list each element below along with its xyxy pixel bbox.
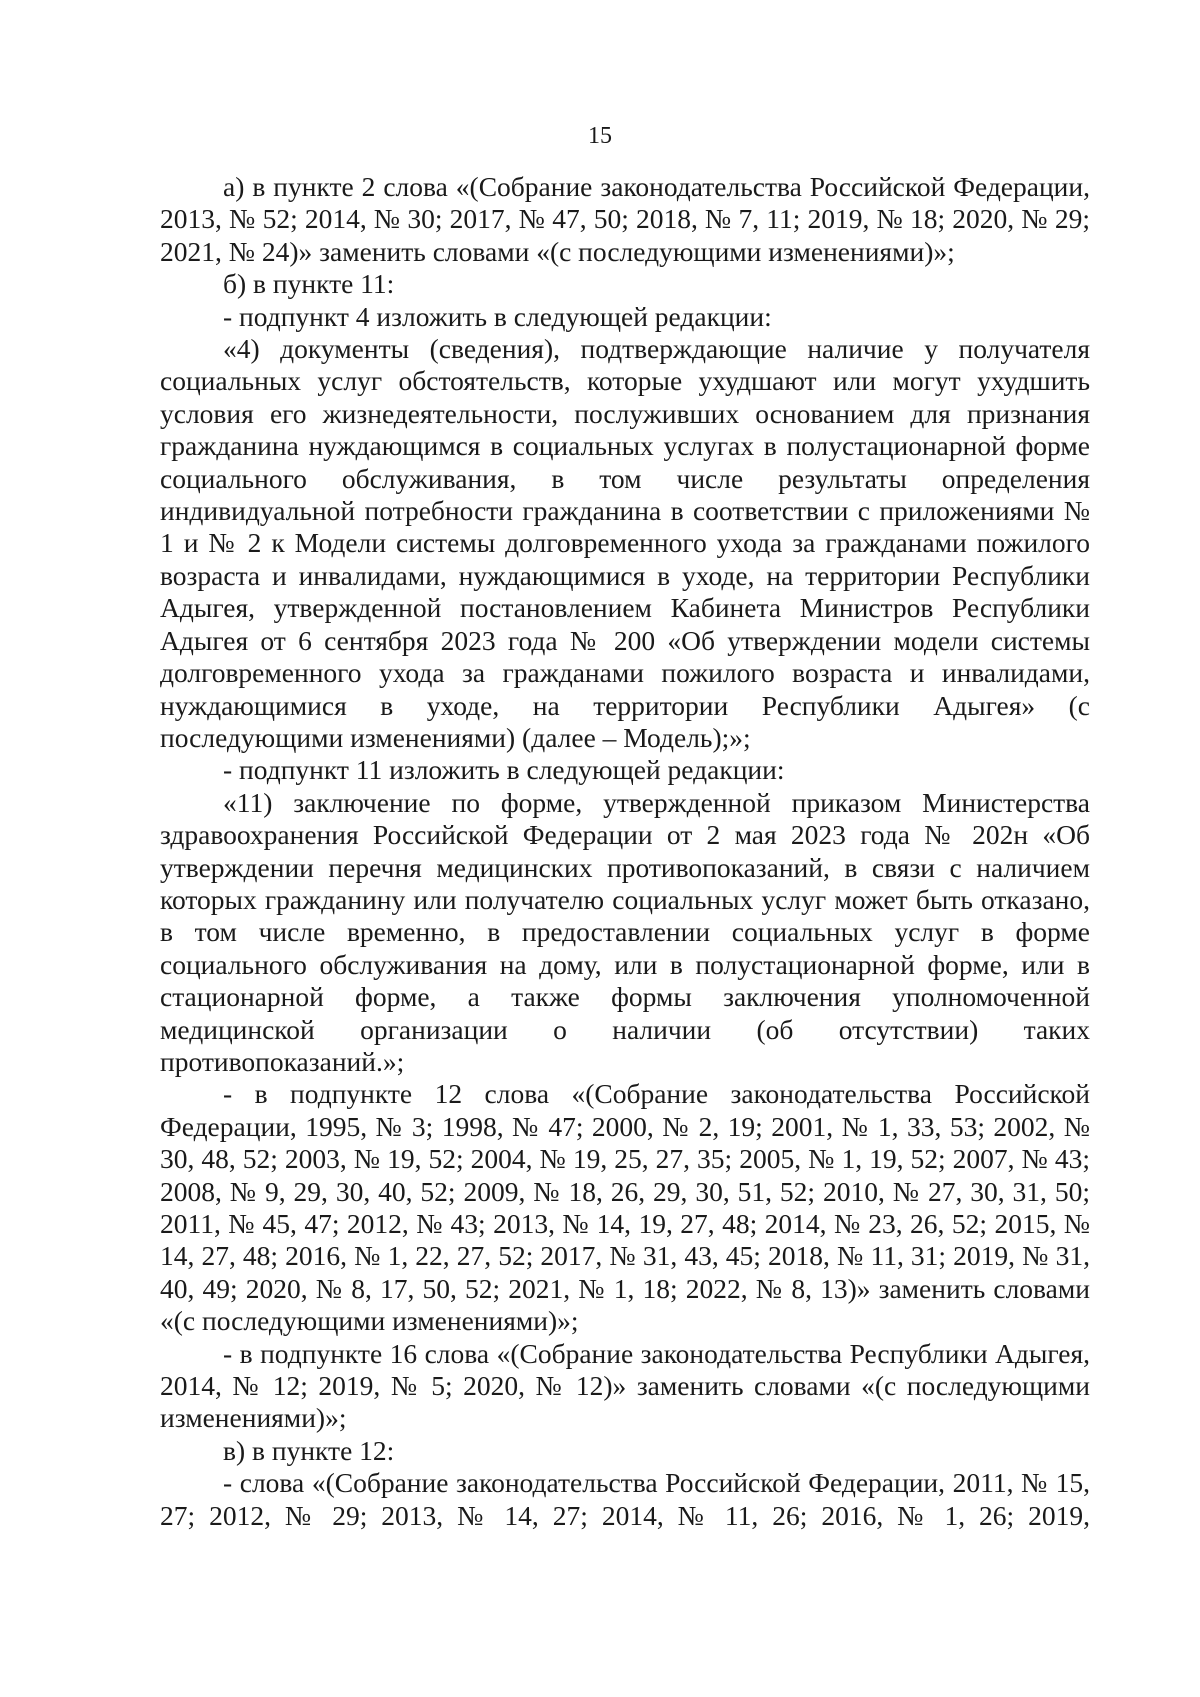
page-number: 15 bbox=[588, 123, 612, 149]
paragraph-item-a: а) в пункте 2 слова «(Собрание законодательства Российской Федерации, 2013, № 52; 2014, № 30; 2017, № 47, 50; 2018, № 7, 11; 2019, № 18; 2020, № 29; 2021, № 24)» заменить словами «(с последующими изменениями)»; bbox=[160, 171, 1090, 267]
paragraph-subitem-4-text: «4) документы (сведения), подтверждающие наличие у получателя социальных услуг обстоятельств, которые ухудшают или могут ухудшить условия его жизнедеятельности, послуживших основанием для признания гражданина нуждающимся в социальных услугах в полустационарной форме социального обслуживания, в том числе результаты определения индивидуальной потребности гражданина в соответствии с приложениями № 1 и № 2 к Модели системы долговременного ухода за гражданами пожилого возраста и инвалидами, нуждающимися в уходе, на территории Республики Адыгея, утвержденной постановлением Кабинета Министров Республики Адыгея от 6 сентября 2023 года № 200 «Об утверждении модели системы долговременного ухода за гражданами пожилого возраста и инвалидами, нуждающимися в уходе, на территории Республики Адыгея» (с последующими изменениями) (далее – Модель);»; bbox=[160, 333, 1090, 753]
paragraph-subitem-11-intro: - подпункт 11 изложить в следующей редакции: bbox=[223, 754, 785, 786]
paragraph-subitem-11-text: «11) заключение по форме, утвержденной приказом Министерства здравоохранения Российской Федерации от 2 мая 2023 года № 202н «Об утверждении перечня медицинских противопоказаний, в связи с наличием которых гражданину или получателю социальных услуг может быть отказано, в том числе временно, в предоставлении социальных услуг в форме социального обслуживания на дому, или в полустационарной форме, или в стационарной форме, а также формы заключения уполномоченной медицинской организации о наличии (об отсутствии) таких противопоказаний.»; bbox=[160, 786, 1090, 1077]
paragraph-subitem-16: - в подпункте 16 слова «(Собрание законодательства Республики Адыгея, 2014, № 12; 2019, № 5; 2020, № 12)» заменить словами «(с последующими изменениями)»; bbox=[160, 1337, 1090, 1434]
paragraph-subitem-4-intro: - подпункт 4 изложить в следующей редакции: bbox=[223, 300, 772, 332]
paragraph-subitem-12: - в подпункте 12 слова «(Собрание законодательства Российской Федерации, 1995, № 3; 1998, № 47; 2000, № 2, 19; 2001, № 1, 33, 53; 2002, № 30, 48, 52; 2003, № 19, 52; 2004, № 19, 25, 27, 35; 2005, № 1, 19, 52; 2007, № 43; 2008, № 9, 29, 30, 40, 52; 2009, № 18, 26, 29, 30, 51, 52; 2010, № 27, 30, 31, 50; 2011, № 45, 47; 2012, № 43; 2013, № 14, 19, 27, 48; 2014, № 23, 26, 52; 2015, № 14, 27, 48; 2016, № 1, 22, 27, 52; 2017, № 31, 43, 45; 2018, № 11, 31; 2019, № 31, 40, 49; 2020, № 8, 17, 50, 52; 2021, № 1, 18; 2022, № 8, 13)» заменить словами «(с последующими изменениями)»; bbox=[160, 1078, 1090, 1337]
document-body bbox=[160, 171, 1090, 1532]
paragraph-item-b: б) в пункте 11: bbox=[223, 268, 395, 300]
paragraph-item-v-words: - слова «(Собрание законодательства Российской Федерации, 2011, № 15, 27; 2012, № 29; 2013, № 14, 27; 2014, № 11, 26; 2016, № 1, 26; 2019, bbox=[160, 1467, 1090, 1531]
paragraph-item-v: в) в пункте 12: bbox=[223, 1434, 395, 1466]
